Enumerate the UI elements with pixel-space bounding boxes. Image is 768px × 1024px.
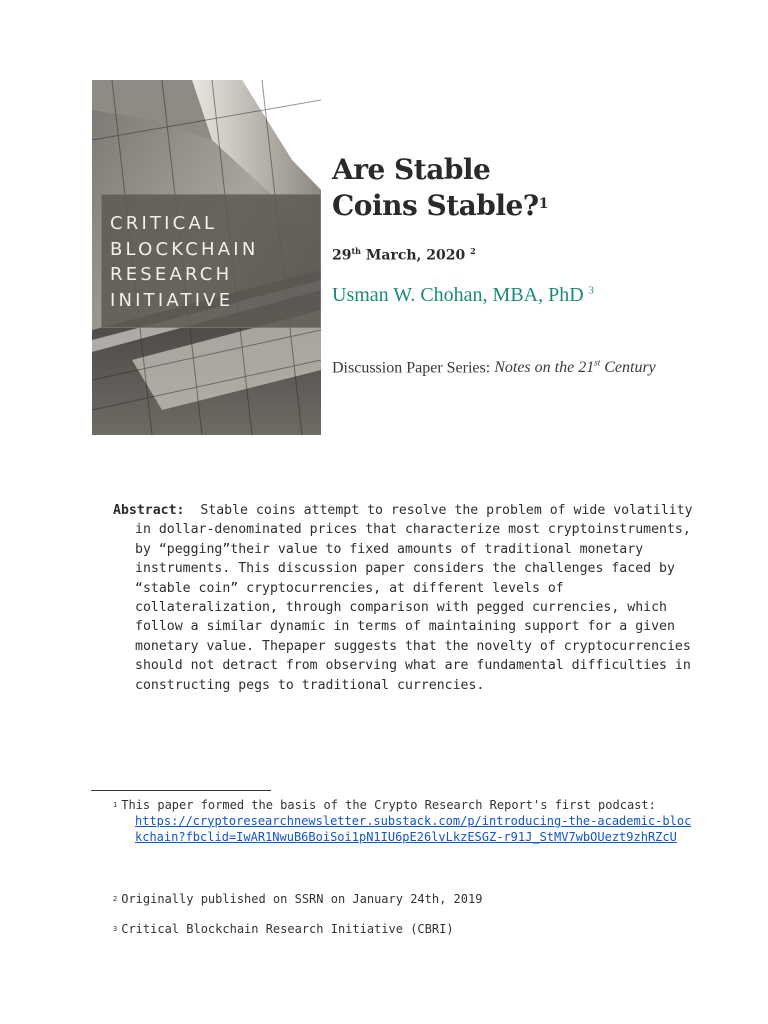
cover-title-line: BLOCKCHAIN xyxy=(110,238,259,260)
date-day: 29 xyxy=(332,247,352,264)
publication-date xyxy=(332,246,476,264)
series-label: Discussion Paper Series: xyxy=(332,359,491,377)
footnote-1-marker: 1 xyxy=(113,801,118,809)
title-line-2: Coins Stable? xyxy=(332,189,539,222)
author-name: Usman W. Chohan, MBA, PhD xyxy=(332,284,584,306)
abstract-label: Abstract: xyxy=(113,503,185,518)
series-ordinal: st xyxy=(594,358,601,368)
series-name xyxy=(494,359,656,376)
footnote-3 xyxy=(113,922,693,938)
author xyxy=(332,284,594,307)
series-name-end: Century xyxy=(604,359,656,377)
cover-image xyxy=(92,80,321,435)
footnote-marker-3[interactable]: 3 xyxy=(588,285,594,297)
title-line-1: Are Stable xyxy=(332,153,491,186)
cover-title-box xyxy=(101,194,321,328)
cover-title-line: RESEARCH xyxy=(110,264,233,285)
footnote-2-marker: 2 xyxy=(113,895,118,903)
footnote-1-text: This paper formed the basis of the Crypto Research Report's first podcast: xyxy=(121,798,656,812)
footnote-3-marker: 3 xyxy=(113,925,118,933)
footnote-2-text: Originally published on SSRN on January 24th, 2019 xyxy=(121,892,483,906)
abstract-text: Stable coins attempt to resolve the problem of wide volatility in dollar-denominated prices that characterize most cryptoinstruments, by “pegging”their value to fixed amounts of traditional monetary instruments. This discussion paper considers the challenges faced by “stable coin” cryptocurrencies, at different levels of collateralization, through comparison with pegged currencies, which follow a similar dynamic in terms of maintaining support for a given monetary value. Thepaper suggests that the novelty of cryptocurrencies should not detract from observing what are fundamental difficulties in constructing pegs to traditional currencies. xyxy=(135,503,693,693)
footnote-3-text: Critical Blockchain Research Initiative (CBRI) xyxy=(121,922,454,936)
paper-title xyxy=(332,152,548,224)
footnote-divider xyxy=(91,790,271,791)
series-name-text: Notes on the 21 xyxy=(494,359,595,377)
abstract xyxy=(113,501,705,695)
cover-title-line: INITIATIVE xyxy=(110,289,234,311)
footnote-marker-2[interactable]: 2 xyxy=(470,246,476,256)
footnote-1-link[interactable]: https://cryptoresearchnewsletter.substack.com/p/introducing-the-academic-blockchain?fbclid=IwAR1NwuB6BoiSoi1pN1IU6pE26lvLkzESGZ-r91J_StMV7wbOUezt9zhRZcU xyxy=(135,813,692,844)
cover-title-line: CRITICAL xyxy=(110,213,218,234)
footnote-1 xyxy=(113,798,693,845)
date-rest: March, 2020 xyxy=(365,247,466,264)
footnote-marker-1[interactable]: 1 xyxy=(538,196,548,212)
date-suffix: th xyxy=(351,246,361,256)
footnote-2 xyxy=(113,892,693,908)
series-line xyxy=(332,358,656,377)
